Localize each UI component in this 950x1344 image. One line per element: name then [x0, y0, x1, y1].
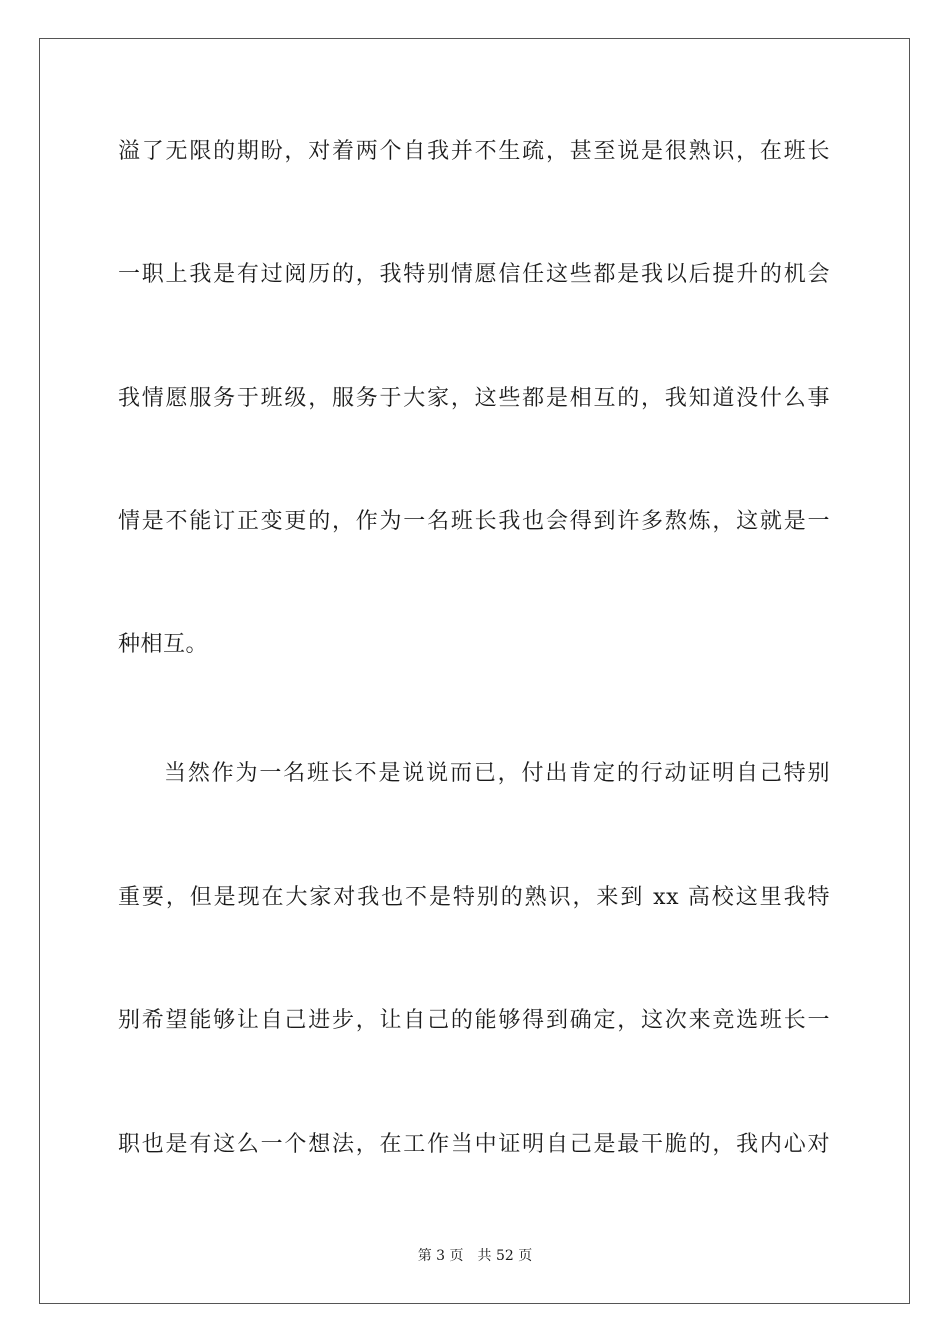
- page-number-current: 第 3 页: [417, 1248, 464, 1264]
- body-line-8: 别希望能够让自己进步，让自己的能够得到确定，这次来竞选班长一: [118, 1008, 830, 1033]
- body-line-5: 种相互。: [118, 632, 209, 657]
- body-line-2: 一职上我是有过阅历的，我特别情愿信任这些都是我以后提升的机会: [118, 262, 830, 287]
- body-line-6: 当然作为一名班长不是说说而已，付出肯定的行动证明自己特别: [164, 761, 830, 786]
- body-line-9: 职也是有这么一个想法，在工作当中证明自己是最干脆的，我内心对: [118, 1132, 830, 1157]
- body-line-3: 我情愿服务于班级，服务于大家，这些都是相互的，我知道没什么事: [118, 386, 830, 411]
- page-number-total: 共 52 页: [477, 1248, 533, 1264]
- body-line-7: 重要，但是现在大家对我也不是特别的熟识，来到 xx 高校这里我特: [118, 885, 830, 910]
- body-line-4: 情是不能订正变更的，作为一名班长我也会得到许多熬炼，这就是一: [118, 509, 830, 534]
- body-line-1: 溢了无限的期盼，对着两个自我并不生疏，甚至说是很熟识，在班长: [118, 139, 830, 164]
- page-border: [39, 38, 910, 1304]
- page-footer: [0, 1247, 950, 1265]
